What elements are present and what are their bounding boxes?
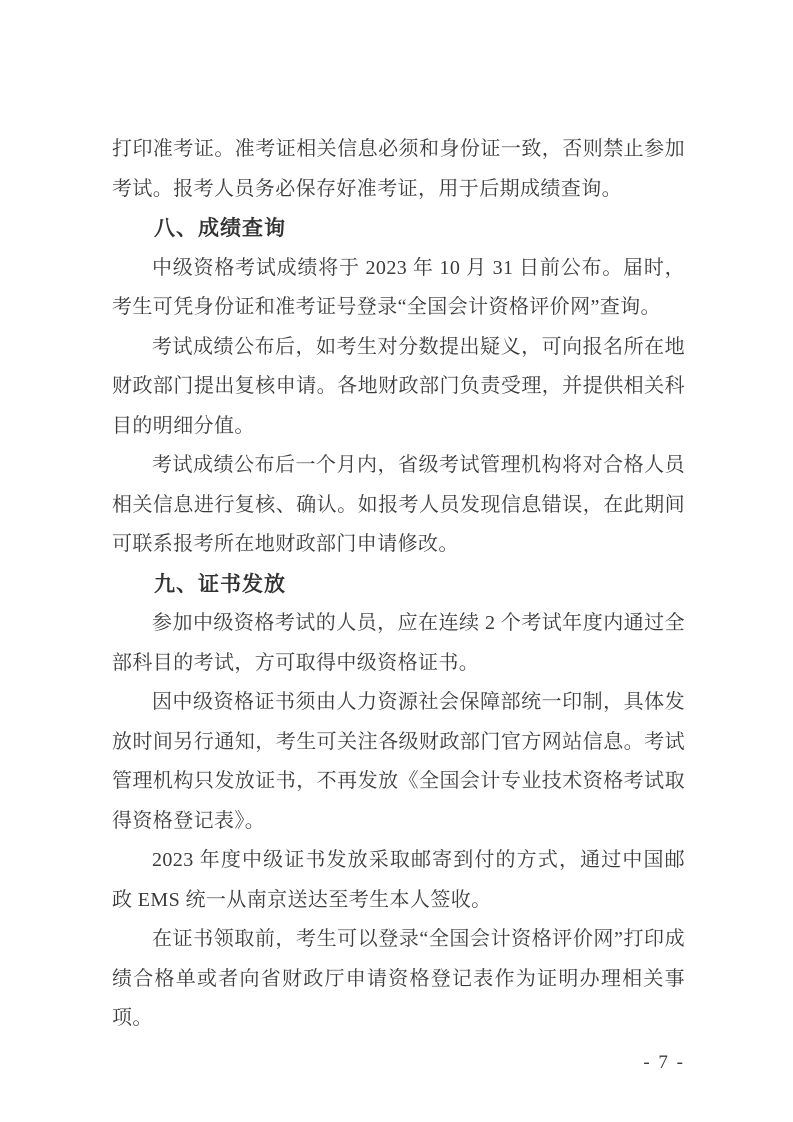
paragraph-certificate-pickup: 在证书领取前，考生可以登录“全国会计资格评价网”打印成绩合格单或者向省财政厅申请资格登记表作为证明办理相关事项。 xyxy=(112,928,685,1029)
paragraph-score-review-request: 考试成绩公布后，如考生对分数提出疑义，可向报名所在地财政部门提出复核申请。各地财政部门负责受理，并提供相关科目的明细分值。 xyxy=(112,335,685,437)
paragraph-certificate-requirement: 参加中级资格考试的人员，应在连续 2 个考试年度内通过全部科目的考试，方可取得中级资格证书。 xyxy=(112,612,685,674)
paragraph-certificate-mailing: 2023 年度中级证书发放采取邮寄到付的方式，通过中国邮政 EMS 统一从南京送达至考生本人签收。 xyxy=(112,849,685,911)
page-content xyxy=(112,130,685,1074)
paragraph-info-verification: 考试成绩公布后一个月内，省级考试管理机构将对合格人员相关信息进行复核、确认。如报考人员发现信息错误，在此期间可联系报考所在地财政部门申请修改。 xyxy=(112,454,685,555)
page-number: - 7 - xyxy=(643,1051,685,1073)
section-heading-certificate-issuance: 九、证书发放 xyxy=(154,572,286,596)
paragraph-score-release-date: 中级资格考试成绩将于 2023 年 10 月 31 日前公布。届时，考生可凭身份证和准考证号登录“全国会计资格评价网”查询。 xyxy=(112,256,685,318)
section-heading-score-inquiry: 八、成绩查询 xyxy=(154,217,286,240)
paragraph-certificate-printing: 因中级资格证书须由人力资源社会保障部统一印制，具体发放时间另行通知，考生可关注各级财政部门官方网站信息。考试管理机构只发放证书，不再发放《全国会计专业技术资格考试取得资格登记表》。 xyxy=(112,691,685,832)
paragraph-admission-ticket: 打印准考证。准考证相关信息必须和身份证一致，否则禁止参加考试。报考人员务必保存好准考证，用于后期成绩查询。 xyxy=(112,138,685,200)
